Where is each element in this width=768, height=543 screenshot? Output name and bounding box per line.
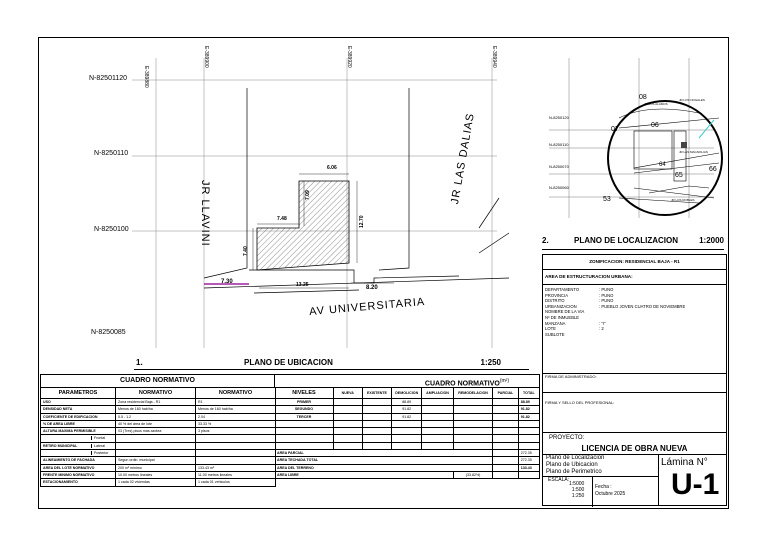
detail-value xyxy=(597,332,685,338)
table-row xyxy=(41,428,276,435)
easting-label: E-389880 xyxy=(143,66,149,88)
total-cell: 91.82 xyxy=(518,406,539,413)
norm-cell: 200 m² minimo xyxy=(116,464,196,471)
detail-label: LOTE xyxy=(545,326,556,332)
scale-item: 1:5000 xyxy=(569,481,585,487)
param-cell: FRENTE MINIMO NORMATIVO xyxy=(41,471,116,478)
table-row xyxy=(41,442,276,449)
normative-table xyxy=(40,374,275,487)
table-row xyxy=(41,435,276,442)
location-map-title xyxy=(542,236,724,250)
scale-item: 1:250 xyxy=(571,493,585,499)
nivel-cell: PRIMER xyxy=(275,399,333,406)
param-cell: USO xyxy=(41,399,116,406)
summary-value xyxy=(518,471,539,478)
northing-label: N-8250085 xyxy=(91,329,126,336)
norm-cell: 0.5 - 1.2 xyxy=(116,413,196,420)
detail-label: PROVINCIA xyxy=(545,292,569,298)
norm-cell: 10.00 metros lineales xyxy=(116,471,196,478)
normative-table-title: CUADRO NORMATIVO xyxy=(40,374,275,387)
street-label: JR LLAVINI xyxy=(199,180,211,247)
summary-pct: (33.82%) xyxy=(453,471,492,478)
retiro-label: RETIRO MUNICIPAL xyxy=(43,443,78,448)
param-cell: AREA DEL LOTE NORMATIVO xyxy=(41,464,116,471)
areas-table-title xyxy=(275,374,540,387)
block-label: 64 xyxy=(659,162,666,168)
areas-col-header: REMODELACION xyxy=(453,388,492,399)
plan-item: Plano de Localizacion xyxy=(546,455,605,461)
retiro-sub: Posterior xyxy=(91,451,108,455)
col-header: NORMATIVO xyxy=(116,388,196,399)
areas-col-header: PARCIAL xyxy=(493,388,518,399)
table-row xyxy=(41,450,276,457)
summary-label: AREA TECHADA TOTAL xyxy=(275,457,493,464)
summary-row xyxy=(275,471,540,478)
dimension-label: 7.30 xyxy=(221,279,233,285)
dimension-label: 7.09 xyxy=(305,190,311,200)
param-cell: ALINEAMIENTO DE FACHADA xyxy=(41,457,116,464)
norm-cell: 1 cada 01 vehiculos xyxy=(196,479,276,486)
param-cell: DENSIDAD NETA xyxy=(41,406,116,413)
block-label: 06 xyxy=(651,122,659,129)
table-row xyxy=(41,406,276,413)
fecha-label: Fecha : xyxy=(595,484,612,490)
norm-cell: Menos de 160 hab/ha xyxy=(196,406,276,413)
project-name: LICENCIA DE OBRA NUEVA xyxy=(581,444,688,453)
easting-label: E-389920 xyxy=(346,46,352,68)
block-label: 08 xyxy=(639,94,647,101)
norm-cell: R1 xyxy=(196,399,276,406)
easting-label: E-389940 xyxy=(491,46,497,68)
summary-value: 133.43 xyxy=(518,464,539,471)
col-header: NORMATIVO xyxy=(196,388,276,399)
site-plan-scale: 1:250 xyxy=(480,358,501,367)
detail-label: MANZANA xyxy=(545,320,566,326)
norm-cell: 03 (Tres) pisos mas azotea xyxy=(116,428,196,435)
location-map-title-text: PLANO DE LOCALIZACION xyxy=(574,236,678,245)
plan-item: Plano de Ubicacion xyxy=(546,462,598,468)
dimension-label: 7.48 xyxy=(277,216,287,222)
detail-value: : PUNO xyxy=(599,292,614,298)
retiro-sub: Lateral xyxy=(91,444,105,448)
easting-label: E-389900 xyxy=(203,46,209,68)
detail-label: NOMBRE DE LA VIA xyxy=(545,309,585,315)
param-cell: % DE AREA LIBRE xyxy=(41,420,116,427)
table-row xyxy=(41,457,276,464)
escala-label: ESCALA: xyxy=(548,477,570,483)
summary-label: AREA LIBRE xyxy=(275,471,453,478)
dimension-label: 6.06 xyxy=(327,165,337,171)
param-cell: COEFICIENTE DE EDIFICACION xyxy=(41,413,116,420)
summary-label: AREA DEL TERRENO xyxy=(275,464,493,471)
table-row xyxy=(41,413,276,420)
areas-col-header: AMPLIACION xyxy=(422,388,454,399)
fecha-value: Octubre 2025 xyxy=(595,491,626,497)
areas-unit: (m²) xyxy=(499,378,509,384)
summary-value: 272.35 xyxy=(518,457,539,464)
norm-cell: 133.43 m² xyxy=(196,464,276,471)
table-row xyxy=(41,479,276,486)
norm-cell: Segun ordin. municipal xyxy=(116,457,196,464)
table-row xyxy=(41,420,276,427)
zoning-title: ZONIFICACION: RESIDENCIAL BAJA - R1 xyxy=(543,255,726,270)
plan-item: Plano de Perimetrico xyxy=(546,469,602,475)
areas-title-text: CUADRO NORMATIVO xyxy=(424,380,500,388)
drawing-sheet xyxy=(38,37,729,509)
block-label: 07 xyxy=(611,126,619,133)
areas-col-header: TOTAL xyxy=(518,388,539,399)
dimension-label: 13.25 xyxy=(296,282,309,288)
summary-row xyxy=(275,464,540,471)
northing-label: N-8250110 xyxy=(94,150,129,157)
scale-list xyxy=(569,481,584,499)
norm-cell: 11.00 metros lineales xyxy=(196,471,276,478)
site-plan-title-text: PLANO DE UBICACION xyxy=(244,358,333,367)
scale-item: 1:500 xyxy=(571,487,585,493)
map-northing-label: N-8250070 xyxy=(549,164,569,169)
areas-col-header: NIVELES xyxy=(275,388,333,399)
areas-col-header: EXISTENTE xyxy=(362,388,392,399)
col-header: PARAMETROS xyxy=(41,388,116,399)
summary-row xyxy=(275,457,540,464)
site-plan-title xyxy=(134,356,529,370)
table-row xyxy=(275,413,540,420)
detail-label: SUBLOTE xyxy=(545,331,565,337)
project-label: PROYECTO: xyxy=(549,435,585,441)
table-row xyxy=(41,471,276,478)
retiro-sub: Frontal xyxy=(91,436,105,440)
area-cell: 91.82 xyxy=(392,413,422,420)
area-heading: AREA DE ESTRUCTURACION URBANA: xyxy=(545,274,633,279)
site-plan-drawing xyxy=(39,38,539,358)
detail-value: : PUNO xyxy=(599,287,614,292)
summary-label: AREA PARCIAL xyxy=(275,450,493,457)
location-map-number: 2. xyxy=(542,236,549,245)
area-cell: 88.89 xyxy=(392,399,422,406)
norm-cell: Zona residencial Baja - R1 xyxy=(116,399,196,406)
map-street-label: JR LAS MAGNOLIAS xyxy=(679,150,708,154)
areas-table xyxy=(275,374,540,479)
map-street-label: JR LOS NOGALES xyxy=(679,98,705,102)
street-label: AV UNIVERSITARIA xyxy=(308,295,426,319)
firma-profesional: FIRMA Y SELLO DEL PROFESIONAL: xyxy=(545,400,615,405)
total-cell: 91.82 xyxy=(518,413,539,420)
detail-label: DEPARTAMENTO xyxy=(545,287,580,292)
areas-col-header: NUEVA xyxy=(333,388,362,399)
block-label: 65 xyxy=(675,172,683,179)
northing-label: N-82501120 xyxy=(89,75,128,82)
location-map-scale: 1:2000 xyxy=(699,236,724,245)
dimension-label: 12.70 xyxy=(359,215,365,228)
norm-cell: 3 pisos xyxy=(196,428,276,435)
norm-cell: 40 % del área de lote xyxy=(116,420,196,427)
dimension-label: 8.20 xyxy=(366,285,378,291)
site-plan-number: 1. xyxy=(136,358,143,367)
table-row xyxy=(275,406,540,413)
detail-value: : PUNO xyxy=(599,298,614,304)
table-row xyxy=(275,399,540,406)
detail-value: : 2 xyxy=(599,326,604,332)
northing-label: N-8250100 xyxy=(94,226,129,233)
area-cell: 91.82 xyxy=(392,406,422,413)
location-details xyxy=(543,287,685,337)
lot-polygon xyxy=(257,181,349,270)
total-cell: 88.89 xyxy=(518,399,539,406)
detail-value: : PUEBLO JOVEN CUATRO DE NOVIEMBRE xyxy=(599,303,686,309)
map-street-label: JR LOS ALAMOS xyxy=(644,102,668,106)
detail-label: DISTRITO xyxy=(545,298,565,304)
norm-cell: 33.33 % xyxy=(196,420,276,427)
lamina-label: Lámina N° xyxy=(661,457,708,468)
map-northing-label: N-8250120 xyxy=(549,115,569,120)
norm-cell: 1 cada 02 viviendas xyxy=(116,479,196,486)
plan-list xyxy=(546,455,604,476)
sheet-code: U-1 xyxy=(671,468,720,501)
map-northing-label: N-8250060 xyxy=(549,185,569,190)
norm-cell: 2.04 xyxy=(196,413,276,420)
block-label: 66 xyxy=(709,166,717,173)
block-label: 53 xyxy=(603,196,611,203)
street-label: JR LAS DALIAS xyxy=(449,111,477,206)
param-cell: ESTACIONAMIENTO xyxy=(41,479,116,486)
nivel-cell: SEGUNDO xyxy=(275,406,333,413)
detail-label: Nº DE INMUEBLE xyxy=(545,314,580,320)
detail-value: : "I" xyxy=(599,320,606,326)
nivel-cell: TERCER xyxy=(275,413,333,420)
dimension-label: 7.40 xyxy=(243,246,249,256)
norm-cell: Menos de 160 hab/ha xyxy=(116,406,196,413)
table-row xyxy=(41,399,276,406)
table-row xyxy=(41,464,276,471)
map-northing-label: N-8250110 xyxy=(549,142,569,147)
summary-value: 272.35 xyxy=(518,450,539,457)
areas-col-header: DEMOLICION xyxy=(392,388,422,399)
param-cell: ALTURA MAXIMA PERMISIBLE xyxy=(41,428,116,435)
firma-administrado: FIRMA DE ADMINISTRADO: xyxy=(545,374,597,379)
summary-row xyxy=(275,450,540,457)
zoning-panel xyxy=(542,254,727,506)
detail-label: URBANIZACION xyxy=(545,303,577,309)
norm-cell xyxy=(196,457,276,464)
map-street-label: JR LOS ROBLES xyxy=(671,198,695,202)
